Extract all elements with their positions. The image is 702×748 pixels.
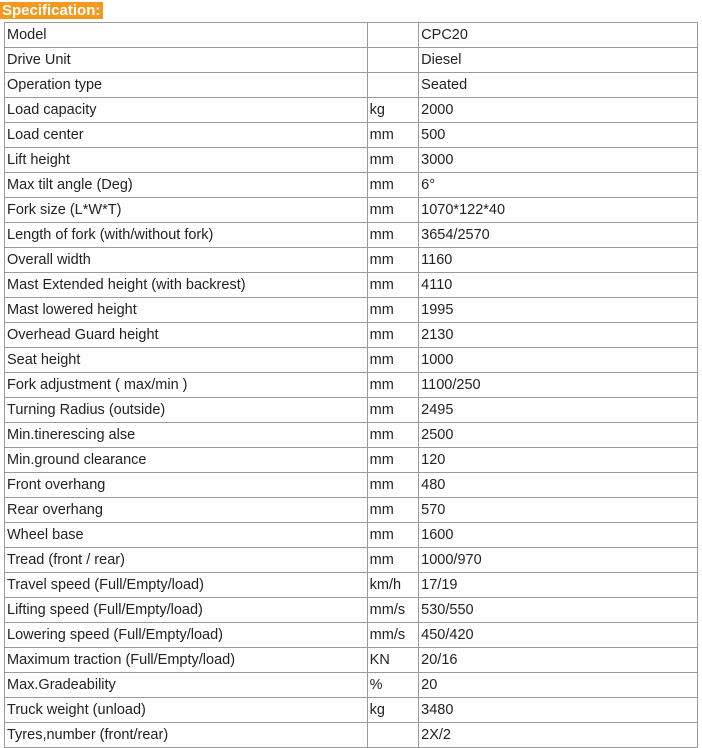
specification-heading: Specification: — [0, 2, 103, 19]
spec-value-cell: 530/550 — [419, 598, 698, 623]
spec-label-cell: Seat height — [5, 348, 368, 373]
spec-label-cell: Overhead Guard height — [5, 323, 368, 348]
spec-value-cell: 17/19 — [419, 573, 698, 598]
spec-unit-cell: mm — [367, 248, 419, 273]
spec-label-cell: Truck weight (unload) — [5, 698, 368, 723]
spec-value-cell: 3480 — [419, 698, 698, 723]
spec-value-cell: Diesel — [419, 48, 698, 73]
table-row — [5, 648, 698, 673]
spec-label-cell: Fork adjustment ( max/min ) — [5, 373, 368, 398]
spec-unit-cell: mm — [367, 523, 419, 548]
table-row — [5, 173, 698, 198]
spec-label-cell: Load capacity — [5, 98, 368, 123]
spec-value-cell: 570 — [419, 498, 698, 523]
spec-label-cell: Mast Extended height (with backrest) — [5, 273, 368, 298]
spec-value-cell: 1000/970 — [419, 548, 698, 573]
spec-value-cell: 120 — [419, 448, 698, 473]
spec-unit-cell — [367, 73, 419, 98]
spec-unit-cell: km/h — [367, 573, 419, 598]
spec-label-cell: Lift height — [5, 148, 368, 173]
table-row — [5, 423, 698, 448]
table-row — [5, 98, 698, 123]
spec-value-cell: 500 — [419, 123, 698, 148]
spec-unit-cell: mm/s — [367, 598, 419, 623]
table-row — [5, 248, 698, 273]
spec-unit-cell: kg — [367, 698, 419, 723]
spec-value-cell: Seated — [419, 73, 698, 98]
spec-value-cell: 2500 — [419, 423, 698, 448]
spec-label-cell: Drive Unit — [5, 48, 368, 73]
spec-value-cell: 3654/2570 — [419, 223, 698, 248]
spec-label-cell: Travel speed (Full/Empty/load) — [5, 573, 368, 598]
spec-unit-cell: mm — [367, 273, 419, 298]
spec-label-cell: Max tilt angle (Deg) — [5, 173, 368, 198]
spec-label-cell: Front overhang — [5, 473, 368, 498]
spec-value-cell: 2495 — [419, 398, 698, 423]
spec-unit-cell: % — [367, 673, 419, 698]
spec-unit-cell: mm — [367, 498, 419, 523]
spec-value-cell: 2130 — [419, 323, 698, 348]
spec-value-cell: 1070*122*40 — [419, 198, 698, 223]
spec-unit-cell: mm — [367, 323, 419, 348]
table-row — [5, 323, 698, 348]
spec-unit-cell: mm — [367, 298, 419, 323]
spec-label-cell: Min.tinerescing alse — [5, 423, 368, 448]
table-row — [5, 573, 698, 598]
spec-unit-cell — [367, 48, 419, 73]
spec-unit-cell — [367, 23, 419, 48]
spec-unit-cell: mm — [367, 398, 419, 423]
spec-unit-cell: mm — [367, 148, 419, 173]
spec-unit-cell: mm — [367, 448, 419, 473]
spec-label-cell: Turning Radius (outside) — [5, 398, 368, 423]
spec-value-cell: 2X/2 — [419, 723, 698, 748]
spec-unit-cell: mm — [367, 548, 419, 573]
spec-label-cell: Mast lowered height — [5, 298, 368, 323]
spec-unit-cell: mm — [367, 223, 419, 248]
spec-label-cell: Load center — [5, 123, 368, 148]
spec-label-cell: Overall width — [5, 248, 368, 273]
table-row — [5, 148, 698, 173]
spec-label-cell: Lifting speed (Full/Empty/load) — [5, 598, 368, 623]
spec-unit-cell: KN — [367, 648, 419, 673]
spec-value-cell: CPC20 — [419, 23, 698, 48]
spec-value-cell: 20 — [419, 673, 698, 698]
spec-label-cell: Lowering speed (Full/Empty/load) — [5, 623, 368, 648]
spec-unit-cell: kg — [367, 98, 419, 123]
spec-unit-cell: mm — [367, 373, 419, 398]
spec-label-cell: Model — [5, 23, 368, 48]
spec-unit-cell: mm — [367, 173, 419, 198]
table-row — [5, 273, 698, 298]
spec-label-cell: Max.Gradeability — [5, 673, 368, 698]
spec-value-cell: 4110 — [419, 273, 698, 298]
spec-unit-cell: mm — [367, 473, 419, 498]
table-row — [5, 48, 698, 73]
table-row — [5, 473, 698, 498]
table-row — [5, 198, 698, 223]
spec-value-cell: 2000 — [419, 98, 698, 123]
specification-table — [4, 22, 698, 748]
spec-label-cell: Min.ground clearance — [5, 448, 368, 473]
spec-label-cell: Length of fork (with/without fork) — [5, 223, 368, 248]
table-row — [5, 298, 698, 323]
spec-unit-cell: mm — [367, 198, 419, 223]
spec-label-cell: Operation type — [5, 73, 368, 98]
table-row — [5, 598, 698, 623]
spec-value-cell: 1100/250 — [419, 373, 698, 398]
spec-value-cell: 480 — [419, 473, 698, 498]
spec-label-cell: Wheel base — [5, 523, 368, 548]
table-row — [5, 673, 698, 698]
spec-value-cell: 6° — [419, 173, 698, 198]
table-row — [5, 373, 698, 398]
spec-label-cell: Tyres,number (front/rear) — [5, 723, 368, 748]
table-row — [5, 398, 698, 423]
table-row — [5, 348, 698, 373]
table-row — [5, 498, 698, 523]
spec-value-cell: 3000 — [419, 148, 698, 173]
spec-value-cell: 1995 — [419, 298, 698, 323]
spec-value-cell: 1160 — [419, 248, 698, 273]
spec-value-cell: 1600 — [419, 523, 698, 548]
table-row — [5, 123, 698, 148]
spec-unit-cell: mm — [367, 348, 419, 373]
table-row — [5, 548, 698, 573]
spec-unit-cell: mm — [367, 123, 419, 148]
spec-label-cell: Fork size (L*W*T) — [5, 198, 368, 223]
table-row — [5, 73, 698, 98]
specification-table-body — [5, 23, 698, 748]
spec-value-cell: 20/16 — [419, 648, 698, 673]
table-row — [5, 223, 698, 248]
table-row — [5, 23, 698, 48]
spec-label-cell: Maximum traction (Full/Empty/load) — [5, 648, 368, 673]
spec-unit-cell: mm/s — [367, 623, 419, 648]
spec-value-cell: 1000 — [419, 348, 698, 373]
spec-label-cell: Rear overhang — [5, 498, 368, 523]
spec-value-cell: 450/420 — [419, 623, 698, 648]
table-row — [5, 698, 698, 723]
table-row — [5, 523, 698, 548]
spec-label-cell: Tread (front / rear) — [5, 548, 368, 573]
table-row — [5, 448, 698, 473]
table-row — [5, 623, 698, 648]
spec-unit-cell: mm — [367, 423, 419, 448]
